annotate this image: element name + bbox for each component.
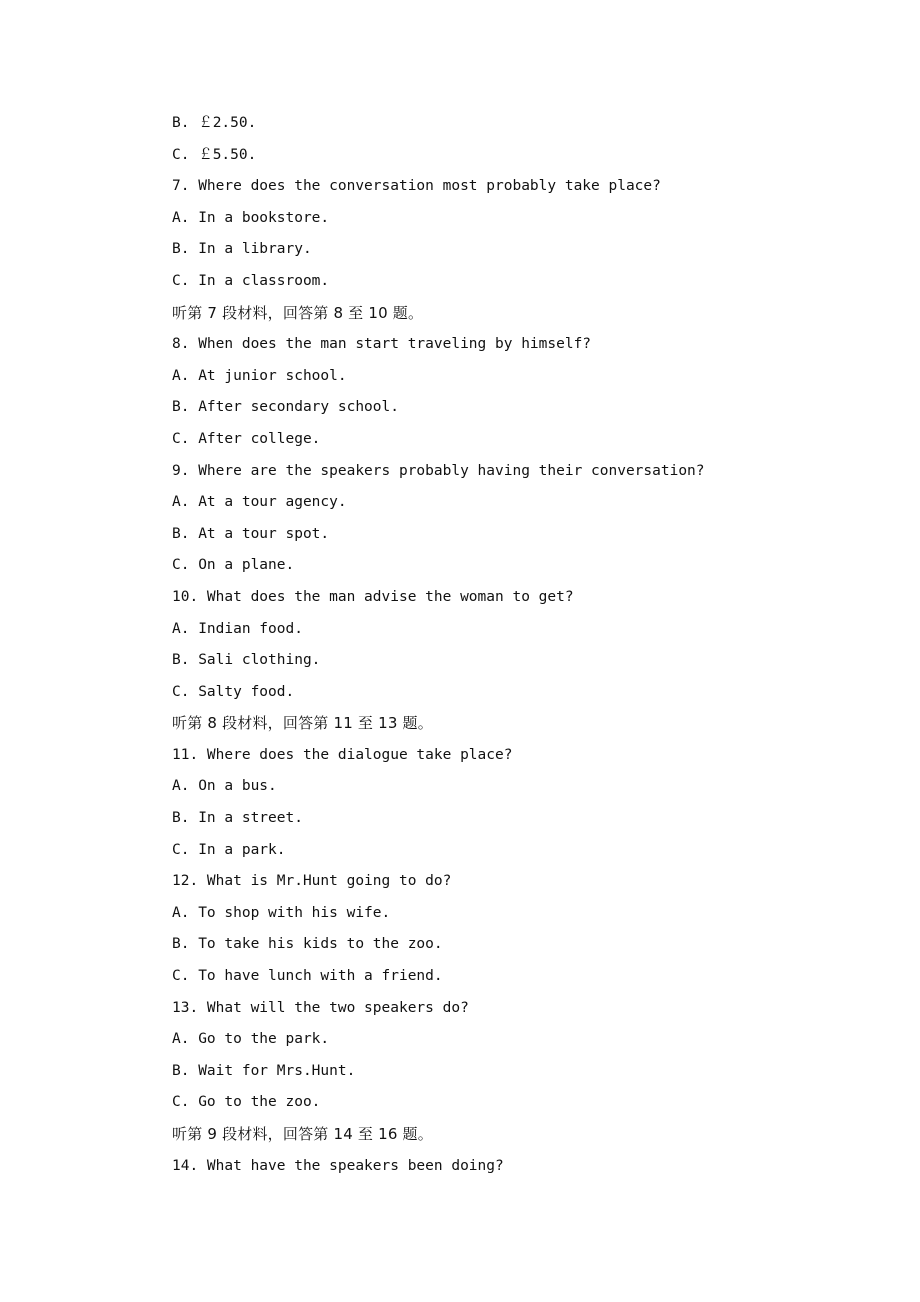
answer-option: B. In a street. (172, 810, 303, 827)
answer-option: A. Indian food. (172, 620, 303, 637)
answer-option: C. To have lunch with a friend. (172, 968, 443, 985)
answer-option: A. On a bus. (172, 778, 277, 795)
section-instruction: 听第 7 段材料，回答第 8 至 10 题。 (172, 303, 424, 322)
answer-option: A. Go to the park. (172, 1031, 330, 1048)
question-text: 12. What is Mr.Hunt going to do? (172, 873, 452, 890)
answer-option: C. ￡5.50. (172, 146, 257, 163)
answer-option: A. In a bookstore. (172, 209, 330, 226)
answer-option: C. On a plane. (172, 557, 295, 574)
answer-option: C. In a park. (172, 841, 286, 858)
question-text: 8. When does the man start traveling by himself? (172, 336, 592, 353)
answer-option: B. Sali clothing. (172, 652, 321, 669)
answer-option: B. After secondary school. (172, 399, 399, 416)
answer-option: C. Go to the zoo. (172, 1094, 321, 1111)
answer-option: C. Salty food. (172, 683, 295, 700)
answer-option: C. After college. (172, 430, 321, 447)
answer-option: B. ￡2.50. (172, 115, 257, 131)
answer-option: B. At a tour spot. (172, 525, 330, 542)
answer-option: B. In a library. (172, 241, 312, 258)
document-text (172, 108, 872, 1182)
answer-option: A. To shop with his wife. (172, 904, 391, 921)
question-text: 11. Where does the dialogue take place? (172, 746, 513, 763)
question-text: 10. What does the man advise the woman to get? (172, 588, 574, 605)
section-instruction: 听第 8 段材料，回答第 11 至 13 题。 (172, 714, 433, 733)
question-text: 14. What have the speakers been doing? (172, 1157, 504, 1174)
answer-option: C. In a classroom. (172, 272, 330, 289)
answer-option: B. To take his kids to the zoo. (172, 936, 443, 953)
question-text: 13. What will the two speakers do? (172, 999, 469, 1016)
question-text: 9. Where are the speakers probably having their conversation? (172, 462, 705, 479)
answer-option: A. At junior school. (172, 367, 347, 384)
question-text: 7. Where does the conversation most probably take place? (172, 178, 661, 195)
answer-option: A. At a tour agency. (172, 494, 347, 511)
section-instruction: 听第 9 段材料，回答第 14 至 16 题。 (172, 1125, 433, 1143)
answer-option: B. Wait for Mrs.Hunt. (172, 1062, 356, 1079)
